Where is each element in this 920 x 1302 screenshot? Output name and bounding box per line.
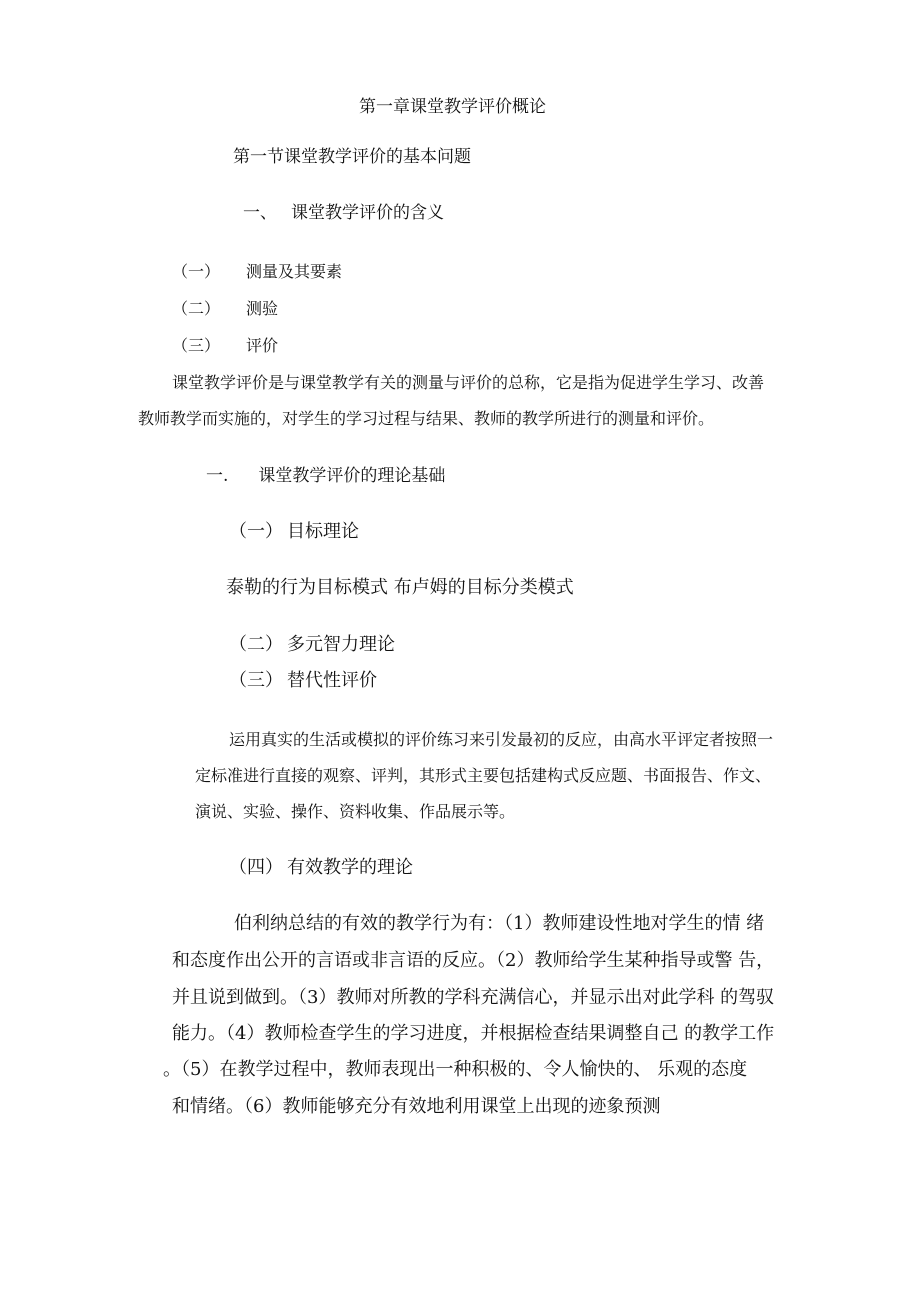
effective-text-line: 能力。（4）教师检查学生的学习进度，并根据检查结果调整自己 的教学工作 [172, 1023, 775, 1044]
chapter-title: 第一章课堂教学评价概论 [359, 97, 546, 117]
part1-item [172, 301, 278, 317]
item-label: 测验 [246, 299, 279, 318]
definition-line: 教师教学而实施的，对学生的学习过程与结果、教师的教学所进行的测量和评价。 [138, 409, 715, 428]
effective-text-line: 伯利纳总结的有效的教学行为有：（1）教师建设性地对学生的情 绪 [234, 913, 765, 934]
alt-text-line: 运用真实的生活或模拟的评价练习来引发最初的反应，由高水平评定者按照一 [229, 730, 774, 749]
effective-text-line: 并且说到做到。（3）教师对所教的学科充满信心，并显示出对此学科 的驾驭 [172, 987, 775, 1008]
sub4-number: （四） [229, 857, 283, 878]
sub1-title: 目标理论 [287, 521, 359, 542]
sub1-number: （一） [229, 521, 283, 542]
part1-heading [243, 205, 444, 222]
part2-title: 课堂教学评价的理论基础 [258, 466, 446, 486]
part2-heading [206, 468, 445, 485]
sub4-heading [229, 859, 413, 877]
alt-text-line: 定标准进行直接的观察、评判，其形式主要包括建构式反应题、书面报告、作文、 [195, 766, 772, 785]
part2-number: 一. [206, 466, 229, 486]
part1-number: 一、 [243, 203, 277, 223]
item-number: （二） [172, 299, 221, 318]
sub3-title: 替代性评价 [287, 670, 377, 691]
item-number: （三） [172, 336, 221, 355]
effective-text-line: 。（5）在教学过程中，教师表现出一种积极的、令人愉快的、 乐观的态度 [163, 1059, 748, 1080]
models-line: 泰勒的行为目标模式 布卢姆的目标分类模式 [226, 577, 574, 598]
sub1-heading [229, 523, 359, 541]
alt-text-line: 演说、实验、操作、资料收集、作品展示等。 [195, 802, 516, 821]
sub3-heading [229, 672, 377, 690]
sub2-title: 多元智力理论 [287, 634, 395, 655]
sub4-title: 有效教学的理论 [287, 857, 413, 878]
section-title: 第一节课堂教学评价的基本问题 [233, 147, 471, 167]
item-number: （一） [172, 262, 221, 281]
item-label: 评价 [246, 336, 279, 355]
part1-item [172, 264, 342, 280]
effective-text-line: 和态度作出公开的言语或非言语的反应。（2）教师给学生某种指导或警 告， [172, 950, 775, 971]
sub2-number: （二） [229, 634, 283, 655]
part1-item [172, 338, 278, 354]
sub3-number: （三） [229, 670, 283, 691]
definition-line: 课堂教学评价是与课堂教学有关的测量与评价的总称，它是指为促进学生学习、改善 [172, 373, 765, 392]
item-label: 测量及其要素 [246, 262, 343, 281]
part1-title: 课堂教学评价的含义 [291, 203, 444, 223]
effective-text-line: 和情绪。（6）教师能够充分有效地利用课堂上出现的迹象预测 [172, 1096, 661, 1117]
sub2-heading [229, 636, 395, 654]
